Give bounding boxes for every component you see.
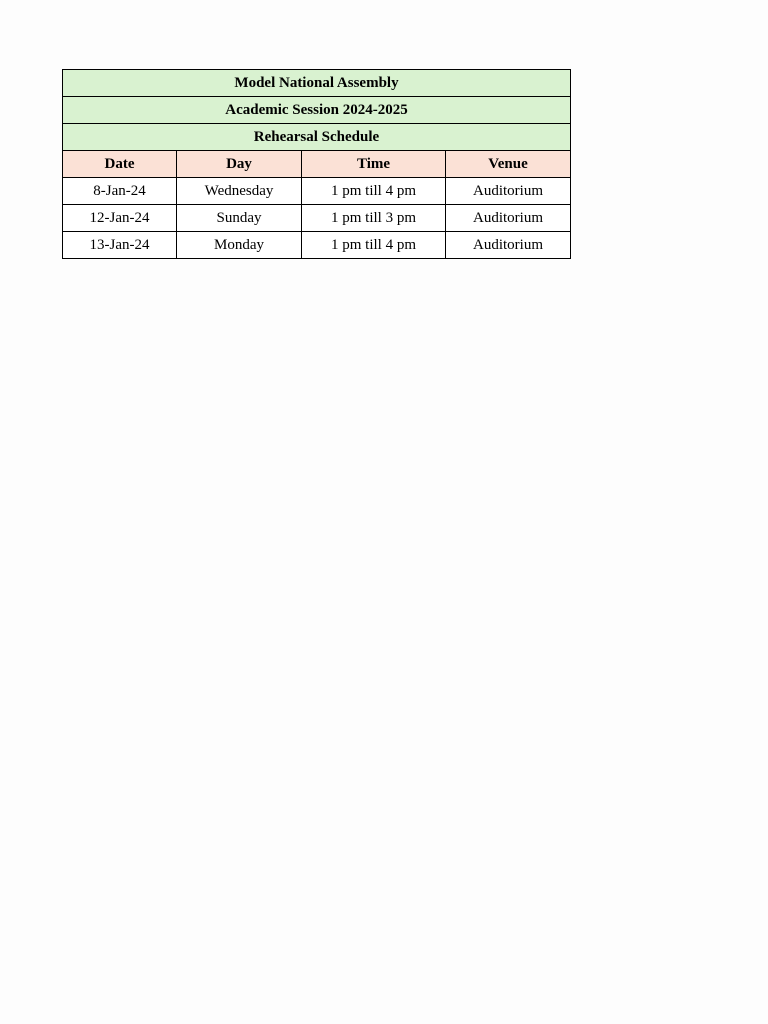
- cell-date: 13-Jan-24: [63, 232, 177, 259]
- table-row: [63, 178, 571, 205]
- column-header-venue: Venue: [446, 151, 571, 178]
- cell-day: Monday: [177, 232, 302, 259]
- table-title: Model National Assembly: [63, 70, 571, 97]
- rehearsal-schedule-table: [62, 69, 571, 259]
- column-header-time: Time: [302, 151, 446, 178]
- cell-venue: Auditorium: [446, 205, 571, 232]
- cell-date: 12-Jan-24: [63, 205, 177, 232]
- spreadsheet-page: [62, 69, 570, 259]
- title-row: [63, 97, 571, 124]
- table-row: [63, 232, 571, 259]
- cell-venue: Auditorium: [446, 178, 571, 205]
- column-header-date: Date: [63, 151, 177, 178]
- column-header-day: Day: [177, 151, 302, 178]
- cell-day: Sunday: [177, 205, 302, 232]
- title-row: [63, 70, 571, 97]
- cell-time: 1 pm till 4 pm: [302, 232, 446, 259]
- cell-date: 8-Jan-24: [63, 178, 177, 205]
- column-header-row: [63, 151, 571, 178]
- table-row: [63, 205, 571, 232]
- cell-time: 1 pm till 3 pm: [302, 205, 446, 232]
- table-subtitle: Academic Session 2024-2025: [63, 97, 571, 124]
- title-row: [63, 124, 571, 151]
- cell-time: 1 pm till 4 pm: [302, 178, 446, 205]
- cell-venue: Auditorium: [446, 232, 571, 259]
- table-heading: Rehearsal Schedule: [63, 124, 571, 151]
- cell-day: Wednesday: [177, 178, 302, 205]
